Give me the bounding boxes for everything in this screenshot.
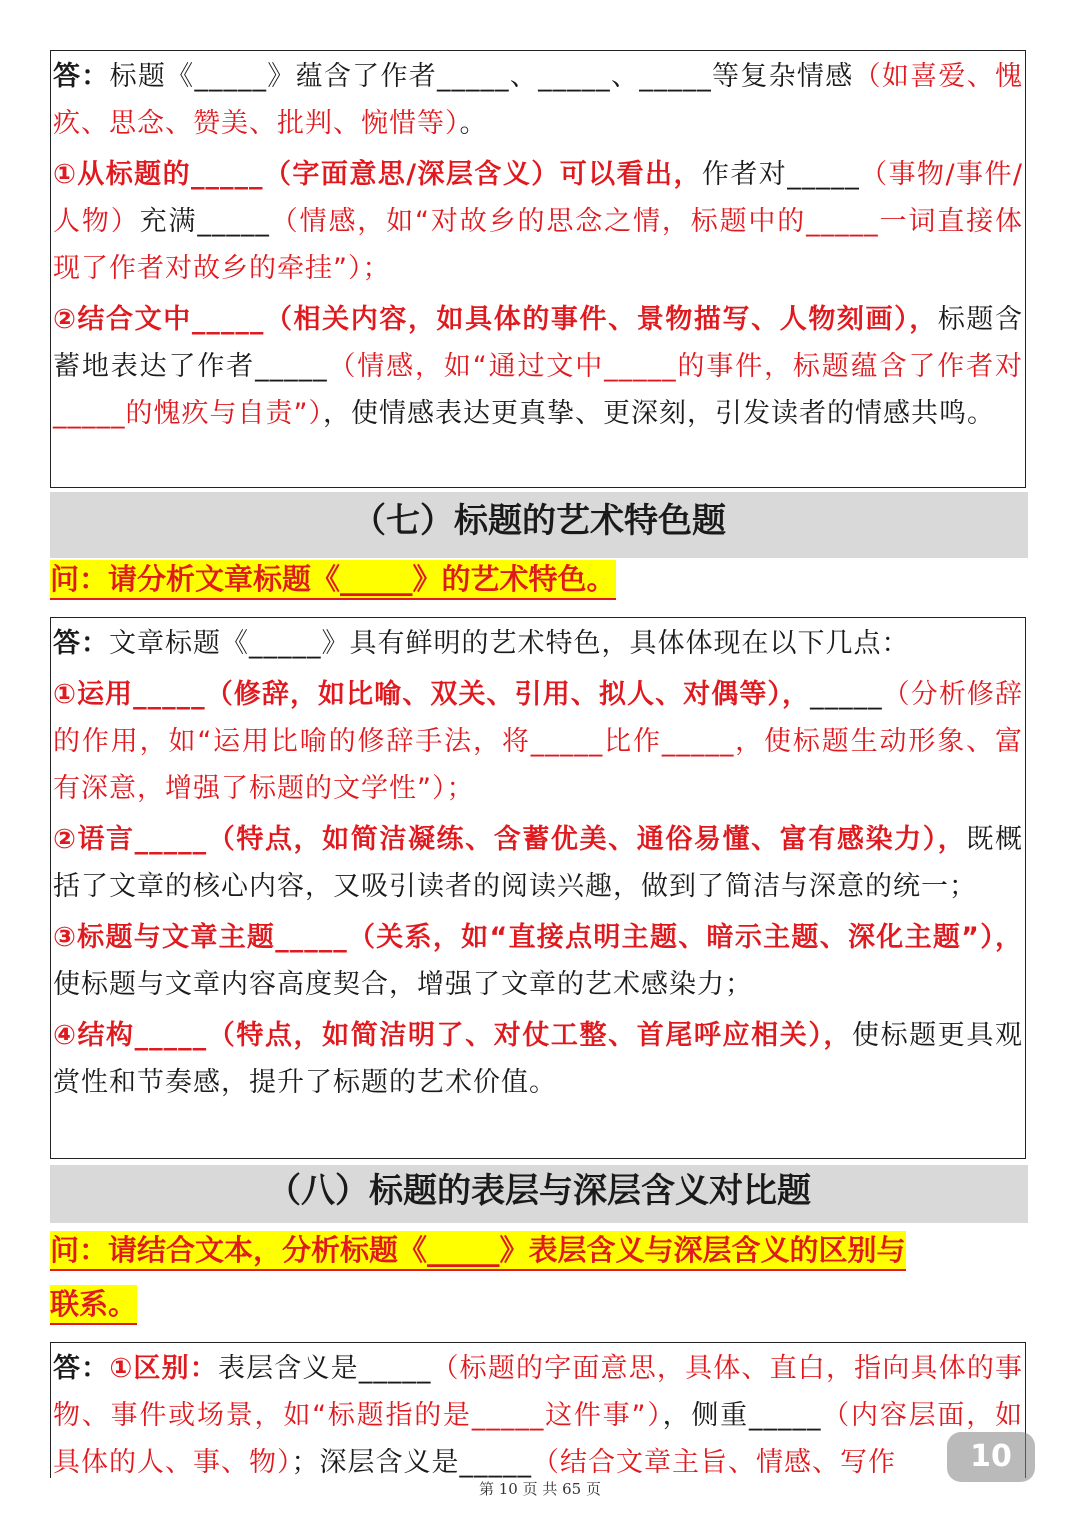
- answer-hint: （标题的字面意思，具体、直白，指向具体的事物、事件或场景，如“标题指的是_____这件事”）: [53, 1353, 1024, 1431]
- answer-point-1: [53, 1345, 1023, 1478]
- answer-box-1: [50, 50, 1026, 488]
- answer-text: 标题含蓄地表达了作者_____: [53, 304, 1024, 382]
- answer-point-4: [53, 1012, 1023, 1106]
- point-heading: ①运用_____（修辞，如比喻、双关、引用、拟人、对偶等），: [53, 679, 811, 710]
- answer-hint: （如喜爱、愧疚、思念、赞美、批判、惋惜等）: [53, 61, 1024, 139]
- answer-text: 使标题与文章内容高度契合，增强了文章的艺术感染力；: [53, 969, 753, 1000]
- answer-label: 答：: [53, 61, 110, 92]
- answer-text: 既概括了文章的核心内容，又吸引读者的阅读兴趣，做到了简洁与深意的统一；: [53, 824, 1024, 902]
- answer-hint: （情感，如“对故乡的思念之情，标题中的_____一词直接体现了作者对故乡的牵挂”）；: [53, 206, 1023, 284]
- answer-label: 答：: [53, 1353, 110, 1384]
- question-text-line2: 联系。: [50, 1285, 137, 1325]
- answer-text: ；深层含义是_____: [291, 1447, 532, 1478]
- answer-text: 文章标题《_____》具有鲜明的艺术特色，具体体现在以下几点：: [109, 628, 910, 659]
- answer-point-3: [53, 914, 1023, 1008]
- answer-intro: [53, 620, 1023, 667]
- section-title-8: （八）标题的表层与深层含义对比题: [50, 1165, 1028, 1223]
- question-7: [50, 552, 616, 606]
- answer-text: ，侧重_____: [662, 1400, 822, 1431]
- answer-text: _____: [810, 679, 883, 710]
- section-title-7: （七）标题的艺术特色题: [50, 492, 1028, 558]
- answer-hint: （内容层面，如具体的人、事、物）: [53, 1400, 1024, 1478]
- answer-hint: （事物/事件/人物）: [53, 159, 1023, 237]
- answer-point-1: [53, 151, 1023, 292]
- answer-box-8: [50, 1342, 1026, 1478]
- answer-text: 作者对_____: [701, 159, 860, 190]
- question-text-line1: 问：请结合文本，分析标题《_____》表层含义与深层含义的区别与: [50, 1231, 906, 1271]
- point-heading: ①区别：: [109, 1353, 218, 1384]
- answer-point-2: [53, 296, 1023, 437]
- answer-point-1: [53, 671, 1023, 812]
- answer-label: 答：: [53, 628, 109, 659]
- point-heading: ②语言_____（特点，如简洁凝练、含蓄优美、通俗易懂、富有感染力），: [53, 824, 967, 855]
- point-heading: ①从标题的_____（字面意思/深层含义）可以看出，: [53, 159, 702, 190]
- question-8: [50, 1223, 906, 1331]
- page-number-badge: 10: [947, 1432, 1035, 1482]
- answer-text: ，使情感表达更真挚、更深刻，引发读者的情感共鸣。: [323, 398, 995, 429]
- answer-text: 使标题更具观赏性和节奏感，提升了标题的艺术价值。: [53, 1020, 1024, 1098]
- page-footer: 第 10 页 共 65 页: [478, 1480, 601, 1498]
- point-heading: ④结构_____（特点，如简洁明了、对仗工整、首尾呼应相关），: [53, 1020, 853, 1051]
- answer-box-7: [50, 617, 1026, 1159]
- answer-point-2: [53, 816, 1023, 910]
- answer-paragraph: [53, 53, 1023, 147]
- point-heading: ②结合文中_____（相关内容，如具体的事件、景物描写、人物刻画），: [53, 304, 938, 335]
- answer-text: 表层含义是_____: [217, 1353, 432, 1384]
- answer-text: 充满_____: [139, 206, 270, 237]
- answer-hint: （情感，如“通过文中_____的事件，标题蕴含了作者对_____的愧疚与自责”）: [53, 351, 1023, 429]
- answer-text: 。: [459, 108, 488, 139]
- point-heading: ③标题与文章主题_____（关系，如“直接点明主题、暗示主题、深化主题”），: [53, 922, 1023, 953]
- answer-hint: （结合文章主旨、情感、写作: [532, 1447, 896, 1478]
- answer-text: 标题《_____》蕴含了作者_____、_____、_____等复杂情感: [109, 61, 854, 92]
- answer-hint: （分析修辞的作用，如“运用比喻的修辞手法，将_____比作_____，使标题生动形象、富有深意，增强了标题的文学性”）；: [53, 679, 1024, 804]
- question-text: 问：请分析文章标题《_____》的艺术特色。: [50, 560, 616, 600]
